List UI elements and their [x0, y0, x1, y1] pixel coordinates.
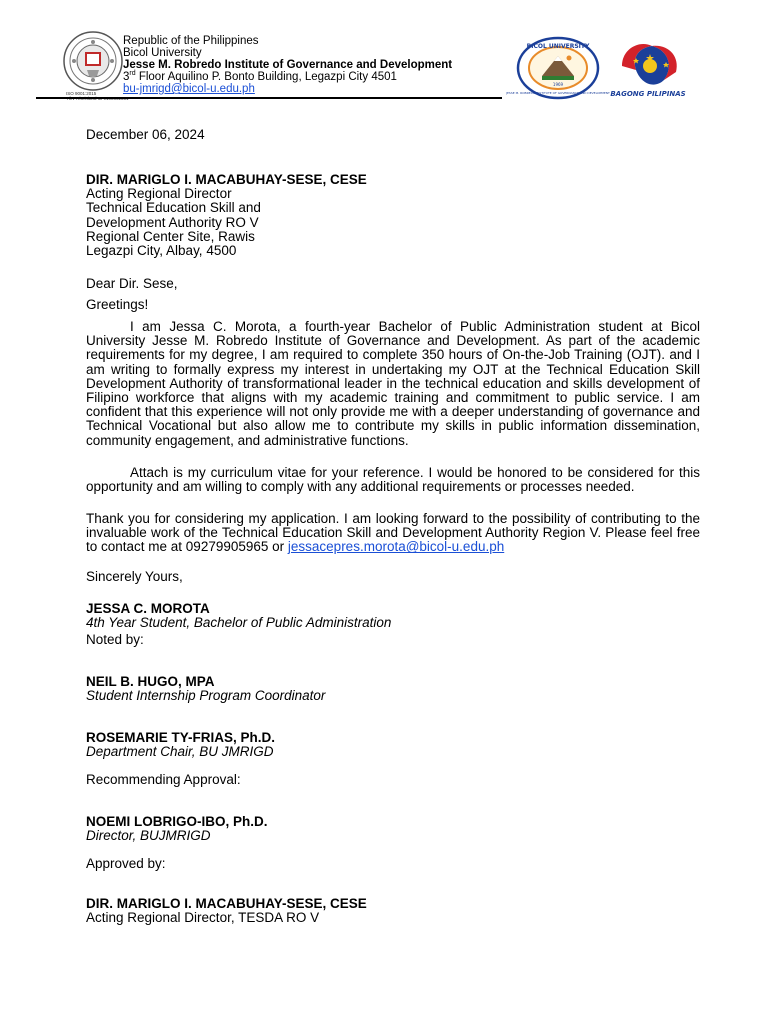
letterhead-address: 3rd Floor Aquilino P. Bonto Building, Legazpi City 4501	[123, 70, 397, 83]
recipient-line: Technical Education Skill and	[86, 200, 261, 216]
recipient-line: Acting Regional Director	[86, 186, 232, 202]
bicol-university-logo	[62, 30, 124, 92]
seal-ring-text: BICOL UNIVERSITY	[526, 43, 590, 50]
iso-certification: ISO 9001:2015	[66, 91, 97, 96]
seal-year: 1969	[552, 82, 564, 87]
letterhead-divider	[36, 97, 502, 99]
signatory-title: 4th Year Student, Bachelor of Public Administration	[86, 615, 392, 631]
signatory-name: NEIL B. HUGO, MPA	[86, 674, 215, 689]
greeting: Greetings!	[86, 297, 149, 312]
recipient-name: DIR. MARIGLO I. MACABUHAY-SESE, CESE	[86, 172, 367, 187]
bagong-pilipinas-logo	[608, 36, 688, 100]
salutation: Dear Dir. Sese,	[86, 276, 178, 291]
signatory-student	[86, 602, 391, 630]
letterhead-institute: Jesse M. Robredo Institute of Governance and Development	[123, 59, 453, 71]
letterhead-text	[123, 35, 452, 95]
noted-by-label: Noted by:	[86, 632, 144, 647]
contact-email-link[interactable]: jessacepres.morota@bicol-u.edu.ph	[287, 539, 505, 555]
signatory-name: DIR. MARIGLO I. MACABUHAY-SESE, CESE	[86, 896, 367, 911]
signatory-department-chair	[86, 731, 275, 759]
signatory-coordinator	[86, 675, 325, 703]
recipient-line: Development Authority RO V	[86, 214, 259, 230]
recipient-block	[86, 173, 367, 258]
signatory-name: JESSA C. MOROTA	[86, 601, 210, 616]
signatory-director	[86, 815, 268, 843]
letterhead-republic: Republic of the Philippines	[123, 35, 259, 47]
signatory-name: NOEMI LOBRIGO-IBO, Ph.D.	[86, 814, 268, 829]
signatory-title: Director, BUJMRIGD	[86, 828, 211, 844]
body-paragraph-intro: I am Jessa C. Morota, a fourth-year Bachelor of Public Administration student at Bicol University Jesse M. Robredo Institute of Governance and Development. As part of the academic requirements for my degree, I am required to complete 350 hours of On-the-Job Training (OJT). and I am writing to formally express my interest in undertaking my OJT at the Technical Education Skill Development Authority of transformational leader in the technical education and skills development of Filipino workforce that aligns with my academic training and commitment to public service. I am confident that this experience will not only provide me with a deeper understanding of governance and Technical Vocational but also allow me to contribute my skills in public information dissemination, community engagement, and administrative functions.	[86, 319, 700, 448]
recipient-line: Regional Center Site, Rawis	[86, 228, 255, 244]
signatory-name: ROSEMARIE TY-FRIAS, Ph.D.	[86, 730, 276, 745]
letterhead-university: Bicol University	[123, 47, 202, 59]
jmrigd-seal	[506, 36, 610, 100]
letter-date: December 06, 2024	[86, 127, 205, 142]
signatory-title: Acting Regional Director, TESDA RO V	[86, 910, 320, 926]
recommending-approval-label: Recommending Approval:	[86, 772, 241, 787]
signatory-title: Student Internship Program Coordinator	[86, 688, 326, 704]
body-paragraph-thanks: Thank you for considering my application. I am looking forward to the possibility of contributing to the invaluable work of the Technical Education Skill and Development Authority Region V. Please feel free to contact me at 09279905965 or jessacepres.morota@bicol-u.edu.ph	[86, 511, 700, 555]
letterhead-email-link[interactable]: bu-jmrigd@bicol-u.edu.ph	[123, 83, 255, 95]
signatory-regional-director	[86, 897, 367, 925]
approved-by-label: Approved by:	[86, 856, 166, 871]
bp-logo-text: BAGONG PILIPINAS	[610, 90, 686, 98]
seal-bottom-text: JESSE M. ROBREDO INSTITUTE OF GOVERNANCE AND DEVELOPMENT	[506, 91, 610, 95]
body-paragraph-attachment: Attach is my curriculum vitae for your reference. I would be honored to be considered for this opportunity and am willing to comply with any additional requirements or processes needed.	[86, 465, 700, 495]
signatory-title: Department Chair, BU JMRIGD	[86, 744, 274, 760]
closing: Sincerely Yours,	[86, 569, 183, 584]
recipient-line: Legazpi City, Albay, 4500	[86, 243, 237, 259]
